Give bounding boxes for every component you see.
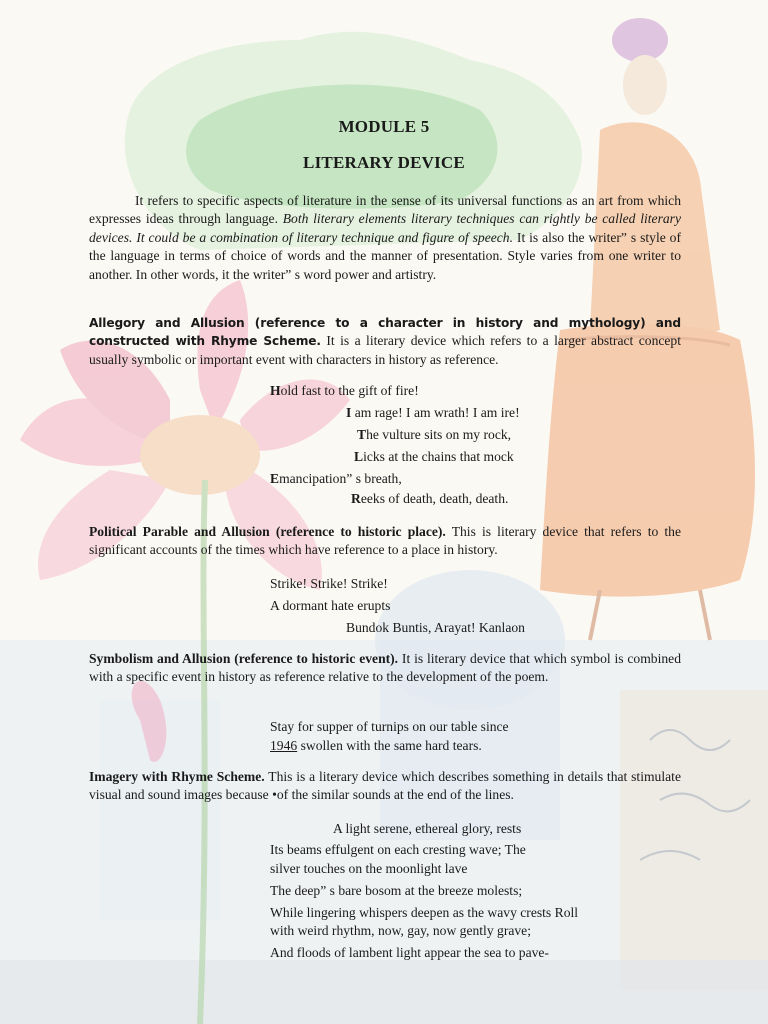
poem-3-text: swollen with the same hard tears. <box>297 738 482 753</box>
poem-4-line: silver touches on the moonlight lave <box>270 861 468 876</box>
imagery-term: Imagery with Rhyme Scheme. <box>89 769 265 784</box>
intro-paragraph <box>89 192 681 284</box>
poem-4-line: A light serene, ethereal glory, rests <box>333 821 522 836</box>
allegory-term: Allegory and Allusion (reference to a character in history and mythology) and constructed with Rhyme Scheme. <box>89 316 681 349</box>
poem-1-initial: H <box>270 383 281 398</box>
poem-1-line <box>351 490 508 508</box>
poem-4-line: And floods of lambent light appear the sea to pave- <box>270 945 549 960</box>
poem-1-text: old fast to the gift of fire! <box>280 383 419 398</box>
poem-4-line: with weird rhythm, now, gay, now gently grave; <box>270 923 531 938</box>
symbolism-term: Symbolism and Allusion (reference to historic event). <box>89 651 399 666</box>
poem-3-year: 1946 <box>270 738 298 753</box>
poem-3-line <box>270 737 482 755</box>
symbolism-paragraph <box>89 650 681 687</box>
poem-1-initial: I <box>346 405 352 420</box>
section-title: LITERARY DEVICE <box>303 153 465 172</box>
poem-1-initial: R <box>351 491 361 506</box>
poem-1-initial: L <box>354 449 364 464</box>
poem-1-text: eeks of death, death, death. <box>360 491 509 506</box>
intro-italic-text: Both literary elements literary techniques can rightly be called literary devices. It could be a combination of literary technique and figure of speech. <box>89 211 681 245</box>
poem-1-line <box>270 382 419 400</box>
poem-1-text: am rage! I am wrath! I am ire! <box>351 405 520 420</box>
poem-1-text: icks at the chains that mock <box>363 449 514 464</box>
parable-definition: This is literary device that refers to the significant accounts of the times which have reference to a place in history. <box>89 524 681 558</box>
poem-2-line: A dormant hate erupts <box>270 598 391 613</box>
poem-4-line: While lingering whispers deepen as the wavy crests Roll <box>270 905 579 920</box>
allegory-paragraph <box>89 314 681 369</box>
poem-2-line: Strike! Strike! Strike! <box>270 576 388 591</box>
poem-1-text: mancipation” s breath, <box>279 471 402 486</box>
module-title: MODULE 5 <box>338 117 430 136</box>
poem-1-line <box>354 448 514 466</box>
imagery-paragraph <box>89 768 681 805</box>
poem-1-initial: E <box>270 471 280 486</box>
poem-1-line <box>357 426 511 444</box>
parable-paragraph <box>89 523 681 560</box>
symbolism-definition: It is literary device that which symbol is combined with a specific event in history as reference relative to the development of the poem. <box>89 651 681 685</box>
poem-1-line <box>270 470 402 488</box>
intro-text-1: It refers to specific aspects of literature in the sense of its universal functions as an art from which expresses ideas through language. <box>89 193 681 227</box>
poem-1-initial: T <box>357 427 367 442</box>
poem-3-line: Stay for supper of turnips on our table since <box>270 719 509 734</box>
poem-4-line: Its beams effulgent on each cresting wave; The <box>270 842 526 857</box>
parable-term: Political Parable and Allusion (reference to historic place). <box>89 524 446 539</box>
intro-text-2: It is also the writer” s style of the language in terms of choice of words and the manner of presentation. Style varies from one writer to another. In other words, it the writer” s word power and artistry. <box>89 229 682 282</box>
allegory-definition: It is a literary device which refers to a larger abstract concept usually symbolic or important event with characters in history as reference. <box>89 333 682 367</box>
poem-1-text: he vulture sits on my rock, <box>366 427 512 442</box>
poem-2-line: Bundok Buntis, Arayat! Kanlaon <box>346 620 525 635</box>
poem-4-line: The deep” s bare bosom at the breeze molests; <box>270 883 523 898</box>
imagery-definition: This is a literary device which describes something in details that stimulate visual and sound images because •of the similar sounds at the end of the lines. <box>89 769 681 803</box>
poem-1-line <box>346 404 520 422</box>
